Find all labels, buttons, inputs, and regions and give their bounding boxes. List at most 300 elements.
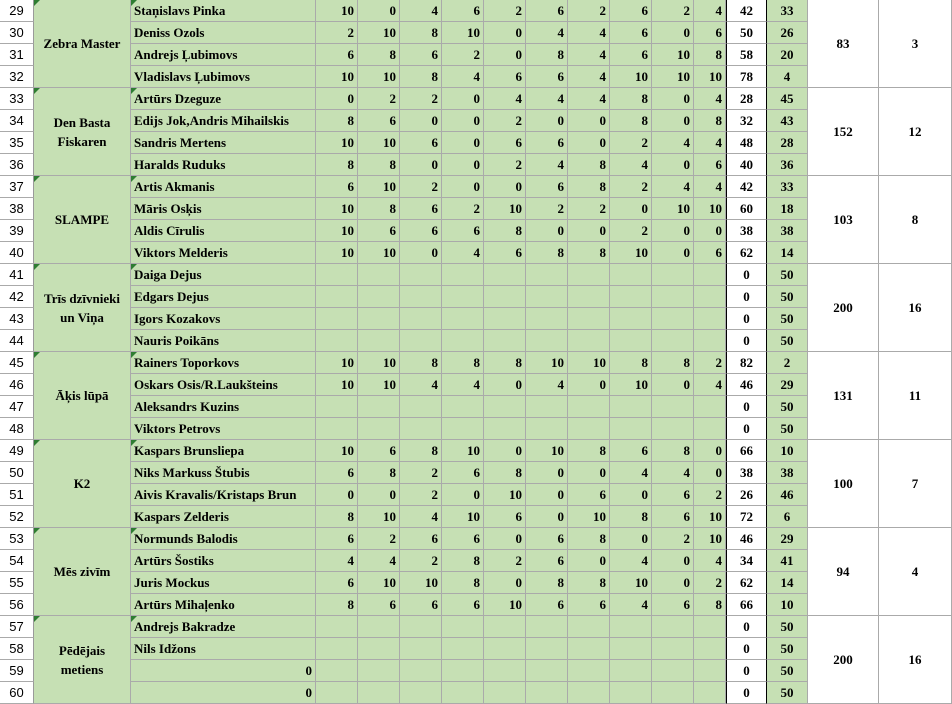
player-name-cell[interactable]: Juris Mockus [131, 572, 316, 594]
player-total-cell[interactable]: 46 [726, 374, 767, 396]
player-name-cell[interactable]: Oskars Osis/R.Laukšteins [131, 374, 316, 396]
player-name-cell[interactable]: Deniss Ozols [131, 22, 316, 44]
score-cell[interactable]: 8 [358, 154, 400, 176]
player-total-cell[interactable]: 72 [726, 506, 767, 528]
score-cell[interactable]: 4 [568, 22, 610, 44]
score-cell[interactable]: 0 [652, 550, 694, 572]
score-cell[interactable] [484, 638, 526, 660]
score-cell[interactable] [316, 418, 358, 440]
score-cell[interactable] [442, 616, 484, 638]
score-cell[interactable] [400, 286, 442, 308]
score-cell[interactable] [358, 286, 400, 308]
team-name-cell[interactable]: Zebra Master [34, 0, 131, 88]
score-cell[interactable]: 4 [316, 550, 358, 572]
score-cell[interactable]: 10 [484, 198, 526, 220]
score-cell[interactable]: 2 [694, 352, 726, 374]
score-cell[interactable]: 6 [358, 440, 400, 462]
score-cell[interactable] [442, 330, 484, 352]
score-cell[interactable]: 8 [400, 440, 442, 462]
score-cell[interactable] [484, 418, 526, 440]
score-cell[interactable]: 10 [358, 132, 400, 154]
team-name-cell[interactable]: Den Basta Fiskaren [34, 88, 131, 176]
score-cell[interactable]: 10 [484, 484, 526, 506]
score-cell[interactable]: 4 [610, 550, 652, 572]
score-cell[interactable]: 0 [484, 176, 526, 198]
player-place-cell[interactable]: 6 [767, 506, 808, 528]
player-name-cell[interactable]: Aldis Cīrulis [131, 220, 316, 242]
score-cell[interactable]: 4 [568, 66, 610, 88]
score-cell[interactable]: 10 [652, 66, 694, 88]
score-cell[interactable]: 6 [400, 594, 442, 616]
score-cell[interactable] [358, 418, 400, 440]
score-cell[interactable]: 2 [484, 154, 526, 176]
player-place-cell[interactable]: 36 [767, 154, 808, 176]
score-cell[interactable] [694, 616, 726, 638]
row-header[interactable]: 57 [0, 616, 34, 638]
score-cell[interactable]: 10 [610, 572, 652, 594]
player-name-cell[interactable]: Māris Osķis [131, 198, 316, 220]
score-cell[interactable]: 0 [484, 374, 526, 396]
player-name-cell[interactable]: Artūrs Mihaļenko [131, 594, 316, 616]
row-header[interactable]: 29 [0, 0, 34, 22]
score-cell[interactable] [610, 396, 652, 418]
score-cell[interactable] [400, 638, 442, 660]
score-cell[interactable]: 6 [610, 0, 652, 22]
score-cell[interactable]: 10 [316, 132, 358, 154]
score-cell[interactable]: 0 [568, 132, 610, 154]
score-cell[interactable] [526, 660, 568, 682]
score-cell[interactable]: 0 [568, 550, 610, 572]
player-total-cell[interactable]: 66 [726, 594, 767, 616]
score-cell[interactable] [484, 286, 526, 308]
score-cell[interactable] [400, 396, 442, 418]
score-cell[interactable]: 10 [652, 198, 694, 220]
score-cell[interactable] [694, 308, 726, 330]
score-cell[interactable]: 6 [610, 22, 652, 44]
player-total-cell[interactable]: 48 [726, 132, 767, 154]
score-cell[interactable] [442, 286, 484, 308]
player-place-cell[interactable]: 10 [767, 440, 808, 462]
score-cell[interactable]: 8 [652, 352, 694, 374]
score-cell[interactable]: 10 [484, 594, 526, 616]
score-cell[interactable]: 8 [610, 506, 652, 528]
score-cell[interactable]: 6 [694, 242, 726, 264]
score-cell[interactable] [568, 264, 610, 286]
score-cell[interactable] [442, 418, 484, 440]
player-place-cell[interactable]: 50 [767, 308, 808, 330]
score-cell[interactable] [652, 418, 694, 440]
team-rank-cell[interactable]: 4 [879, 528, 952, 616]
score-cell[interactable]: 6 [400, 198, 442, 220]
team-name-cell[interactable]: Pēdējais metiens [34, 616, 131, 704]
score-cell[interactable] [400, 418, 442, 440]
player-total-cell[interactable]: 42 [726, 0, 767, 22]
score-cell[interactable] [316, 286, 358, 308]
score-cell[interactable] [568, 286, 610, 308]
score-cell[interactable]: 0 [442, 176, 484, 198]
player-name-cell[interactable]: Viktors Melderis [131, 242, 316, 264]
score-cell[interactable]: 10 [694, 506, 726, 528]
score-cell[interactable]: 8 [568, 572, 610, 594]
row-header[interactable]: 46 [0, 374, 34, 396]
score-cell[interactable] [652, 616, 694, 638]
score-cell[interactable]: 8 [400, 22, 442, 44]
player-name-cell[interactable]: Edgars Dejus [131, 286, 316, 308]
score-cell[interactable]: 8 [316, 594, 358, 616]
score-cell[interactable]: 4 [358, 550, 400, 572]
player-name-cell[interactable]: Vladislavs Ļubimovs [131, 66, 316, 88]
score-cell[interactable] [316, 682, 358, 704]
score-cell[interactable]: 4 [694, 176, 726, 198]
player-place-cell[interactable]: 33 [767, 176, 808, 198]
score-cell[interactable] [694, 418, 726, 440]
score-cell[interactable]: 4 [610, 594, 652, 616]
score-cell[interactable]: 2 [358, 88, 400, 110]
team-rank-cell[interactable]: 16 [879, 264, 952, 352]
score-cell[interactable] [400, 616, 442, 638]
player-total-cell[interactable]: 0 [726, 286, 767, 308]
player-place-cell[interactable]: 50 [767, 682, 808, 704]
score-cell[interactable]: 2 [526, 198, 568, 220]
score-cell[interactable]: 0 [316, 484, 358, 506]
row-header[interactable]: 44 [0, 330, 34, 352]
row-header[interactable]: 48 [0, 418, 34, 440]
score-cell[interactable]: 0 [316, 88, 358, 110]
score-cell[interactable] [652, 396, 694, 418]
score-cell[interactable]: 6 [400, 44, 442, 66]
score-cell[interactable]: 0 [694, 440, 726, 462]
score-cell[interactable]: 0 [484, 572, 526, 594]
score-cell[interactable]: 6 [610, 440, 652, 462]
score-cell[interactable]: 6 [652, 594, 694, 616]
player-name-cell[interactable]: Igors Kozakovs [131, 308, 316, 330]
score-cell[interactable]: 0 [526, 484, 568, 506]
score-cell[interactable]: 2 [400, 550, 442, 572]
score-cell[interactable]: 0 [652, 88, 694, 110]
row-header[interactable]: 30 [0, 22, 34, 44]
row-header[interactable]: 32 [0, 66, 34, 88]
score-cell[interactable] [568, 330, 610, 352]
score-cell[interactable]: 10 [316, 220, 358, 242]
player-total-cell[interactable]: 34 [726, 550, 767, 572]
score-cell[interactable]: 2 [442, 198, 484, 220]
player-name-cell[interactable]: Rainers Toporkovs [131, 352, 316, 374]
score-cell[interactable]: 6 [484, 242, 526, 264]
score-cell[interactable] [358, 264, 400, 286]
score-cell[interactable]: 0 [484, 44, 526, 66]
score-cell[interactable] [358, 660, 400, 682]
team-name-cell[interactable]: Mēs zivīm [34, 528, 131, 616]
score-cell[interactable] [694, 682, 726, 704]
score-cell[interactable]: 6 [358, 220, 400, 242]
row-header[interactable]: 41 [0, 264, 34, 286]
team-name-cell[interactable]: Āķis lūpā [34, 352, 131, 440]
score-cell[interactable]: 10 [610, 66, 652, 88]
player-total-cell[interactable]: 0 [726, 418, 767, 440]
score-cell[interactable] [652, 638, 694, 660]
player-name-cell[interactable]: Kaspars Zelderis [131, 506, 316, 528]
score-cell[interactable]: 4 [694, 132, 726, 154]
team-name-cell[interactable]: K2 [34, 440, 131, 528]
score-cell[interactable]: 0 [652, 220, 694, 242]
score-cell[interactable] [694, 286, 726, 308]
score-cell[interactable]: 0 [400, 154, 442, 176]
score-cell[interactable]: 8 [526, 242, 568, 264]
score-cell[interactable] [652, 286, 694, 308]
player-total-cell[interactable]: 0 [726, 616, 767, 638]
player-total-cell[interactable]: 32 [726, 110, 767, 132]
score-cell[interactable]: 10 [694, 66, 726, 88]
player-place-cell[interactable]: 50 [767, 330, 808, 352]
player-total-cell[interactable]: 78 [726, 66, 767, 88]
player-place-cell[interactable]: 4 [767, 66, 808, 88]
score-cell[interactable]: 4 [442, 66, 484, 88]
score-cell[interactable] [652, 308, 694, 330]
score-cell[interactable]: 4 [694, 0, 726, 22]
score-cell[interactable]: 10 [316, 0, 358, 22]
player-place-cell[interactable]: 2 [767, 352, 808, 374]
player-name-cell[interactable]: Aivis Kravalis/Kristaps Brun [131, 484, 316, 506]
player-place-cell[interactable]: 38 [767, 220, 808, 242]
score-cell[interactable]: 8 [484, 220, 526, 242]
score-cell[interactable]: 0 [568, 110, 610, 132]
score-cell[interactable]: 4 [526, 154, 568, 176]
player-place-cell[interactable]: 50 [767, 396, 808, 418]
score-cell[interactable]: 2 [484, 110, 526, 132]
score-cell[interactable]: 0 [442, 110, 484, 132]
team-name-cell[interactable]: SLAMPE [34, 176, 131, 264]
score-cell[interactable]: 6 [400, 528, 442, 550]
score-cell[interactable] [526, 396, 568, 418]
player-name-cell[interactable]: Normunds Balodis [131, 528, 316, 550]
row-header[interactable]: 37 [0, 176, 34, 198]
row-header[interactable]: 39 [0, 220, 34, 242]
score-cell[interactable]: 6 [400, 132, 442, 154]
score-cell[interactable]: 8 [316, 154, 358, 176]
score-cell[interactable]: 0 [568, 374, 610, 396]
score-cell[interactable]: 10 [526, 352, 568, 374]
score-cell[interactable]: 2 [316, 22, 358, 44]
score-cell[interactable]: 10 [358, 506, 400, 528]
row-header[interactable]: 53 [0, 528, 34, 550]
score-cell[interactable] [610, 330, 652, 352]
score-cell[interactable]: 6 [526, 550, 568, 572]
score-cell[interactable]: 10 [358, 572, 400, 594]
player-place-cell[interactable]: 20 [767, 44, 808, 66]
score-cell[interactable]: 4 [652, 132, 694, 154]
player-place-cell[interactable]: 50 [767, 264, 808, 286]
score-cell[interactable] [442, 682, 484, 704]
score-cell[interactable]: 4 [484, 88, 526, 110]
player-name-cell[interactable]: Staņislavs Pinka [131, 0, 316, 22]
player-place-cell[interactable]: 14 [767, 572, 808, 594]
score-cell[interactable]: 0 [610, 528, 652, 550]
player-total-cell[interactable]: 0 [726, 330, 767, 352]
score-cell[interactable]: 6 [526, 594, 568, 616]
score-cell[interactable]: 2 [400, 462, 442, 484]
player-name-cell[interactable]: 0 [131, 660, 316, 682]
player-place-cell[interactable]: 29 [767, 374, 808, 396]
score-cell[interactable]: 0 [526, 462, 568, 484]
score-cell[interactable]: 0 [610, 484, 652, 506]
score-cell[interactable]: 6 [694, 22, 726, 44]
player-total-cell[interactable]: 62 [726, 242, 767, 264]
player-name-cell[interactable]: Nils Idžons [131, 638, 316, 660]
score-cell[interactable]: 10 [358, 374, 400, 396]
score-cell[interactable]: 4 [526, 88, 568, 110]
score-cell[interactable]: 2 [694, 572, 726, 594]
score-cell[interactable]: 2 [652, 528, 694, 550]
score-cell[interactable] [358, 330, 400, 352]
score-cell[interactable]: 6 [568, 484, 610, 506]
score-cell[interactable] [316, 330, 358, 352]
player-place-cell[interactable]: 50 [767, 660, 808, 682]
score-cell[interactable]: 6 [442, 220, 484, 242]
score-cell[interactable] [652, 660, 694, 682]
player-name-cell[interactable]: Viktors Petrovs [131, 418, 316, 440]
row-header[interactable]: 34 [0, 110, 34, 132]
team-total-cell[interactable]: 131 [808, 352, 879, 440]
score-cell[interactable]: 8 [358, 44, 400, 66]
team-rank-cell[interactable]: 8 [879, 176, 952, 264]
score-cell[interactable]: 6 [442, 528, 484, 550]
score-cell[interactable]: 6 [442, 0, 484, 22]
score-cell[interactable]: 0 [526, 220, 568, 242]
score-cell[interactable]: 10 [442, 440, 484, 462]
player-total-cell[interactable]: 38 [726, 220, 767, 242]
row-header[interactable]: 42 [0, 286, 34, 308]
team-total-cell[interactable]: 100 [808, 440, 879, 528]
score-cell[interactable]: 6 [316, 44, 358, 66]
score-cell[interactable] [568, 660, 610, 682]
row-header[interactable]: 51 [0, 484, 34, 506]
score-cell[interactable]: 0 [358, 0, 400, 22]
score-cell[interactable]: 0 [568, 462, 610, 484]
score-cell[interactable]: 6 [694, 154, 726, 176]
score-cell[interactable] [526, 616, 568, 638]
player-place-cell[interactable]: 18 [767, 198, 808, 220]
score-cell[interactable]: 8 [484, 352, 526, 374]
score-cell[interactable]: 0 [652, 374, 694, 396]
score-cell[interactable]: 8 [652, 440, 694, 462]
score-cell[interactable] [526, 264, 568, 286]
score-cell[interactable]: 8 [568, 528, 610, 550]
score-cell[interactable]: 8 [316, 110, 358, 132]
score-cell[interactable]: 8 [358, 198, 400, 220]
row-header[interactable]: 59 [0, 660, 34, 682]
score-cell[interactable]: 8 [526, 44, 568, 66]
score-cell[interactable]: 6 [316, 528, 358, 550]
team-rank-cell[interactable]: 12 [879, 88, 952, 176]
score-cell[interactable] [568, 418, 610, 440]
score-cell[interactable]: 0 [526, 110, 568, 132]
score-cell[interactable] [610, 264, 652, 286]
player-total-cell[interactable]: 26 [726, 484, 767, 506]
score-cell[interactable]: 0 [484, 22, 526, 44]
row-header[interactable]: 40 [0, 242, 34, 264]
score-cell[interactable]: 8 [694, 594, 726, 616]
score-cell[interactable] [568, 638, 610, 660]
score-cell[interactable] [316, 396, 358, 418]
score-cell[interactable]: 8 [484, 462, 526, 484]
score-cell[interactable] [568, 396, 610, 418]
score-cell[interactable]: 0 [652, 110, 694, 132]
score-cell[interactable]: 4 [652, 176, 694, 198]
score-cell[interactable]: 6 [484, 66, 526, 88]
score-cell[interactable] [610, 660, 652, 682]
player-total-cell[interactable]: 82 [726, 352, 767, 374]
score-cell[interactable]: 10 [526, 440, 568, 462]
score-cell[interactable] [442, 308, 484, 330]
player-total-cell[interactable]: 60 [726, 198, 767, 220]
score-cell[interactable] [568, 308, 610, 330]
score-cell[interactable]: 6 [316, 176, 358, 198]
player-name-cell[interactable]: Aleksandrs Kuzins [131, 396, 316, 418]
score-cell[interactable]: 0 [652, 242, 694, 264]
score-cell[interactable] [526, 638, 568, 660]
player-name-cell[interactable]: Andrejs Bakradze [131, 616, 316, 638]
score-cell[interactable]: 10 [610, 242, 652, 264]
score-cell[interactable] [400, 264, 442, 286]
score-cell[interactable]: 8 [316, 506, 358, 528]
team-rank-cell[interactable]: 11 [879, 352, 952, 440]
score-cell[interactable] [442, 638, 484, 660]
score-cell[interactable] [652, 330, 694, 352]
score-cell[interactable]: 2 [484, 550, 526, 572]
player-place-cell[interactable]: 33 [767, 0, 808, 22]
score-cell[interactable]: 4 [610, 154, 652, 176]
row-header[interactable]: 55 [0, 572, 34, 594]
score-cell[interactable] [484, 308, 526, 330]
score-cell[interactable] [484, 660, 526, 682]
score-cell[interactable]: 6 [442, 594, 484, 616]
player-total-cell[interactable]: 0 [726, 308, 767, 330]
score-cell[interactable]: 6 [526, 66, 568, 88]
row-header[interactable]: 52 [0, 506, 34, 528]
player-name-cell[interactable]: Kaspars Brunsliepa [131, 440, 316, 462]
score-cell[interactable]: 6 [526, 0, 568, 22]
score-cell[interactable]: 6 [652, 506, 694, 528]
score-cell[interactable] [484, 264, 526, 286]
score-cell[interactable]: 10 [358, 66, 400, 88]
player-place-cell[interactable]: 14 [767, 242, 808, 264]
score-cell[interactable]: 6 [442, 462, 484, 484]
score-cell[interactable]: 0 [442, 132, 484, 154]
row-header[interactable]: 49 [0, 440, 34, 462]
score-cell[interactable]: 10 [316, 440, 358, 462]
score-cell[interactable]: 8 [610, 110, 652, 132]
score-cell[interactable]: 4 [610, 462, 652, 484]
score-cell[interactable]: 4 [526, 374, 568, 396]
score-cell[interactable] [484, 616, 526, 638]
team-total-cell[interactable]: 200 [808, 616, 879, 704]
score-cell[interactable]: 2 [568, 0, 610, 22]
score-cell[interactable] [316, 616, 358, 638]
player-name-cell[interactable]: 0 [131, 682, 316, 704]
score-cell[interactable]: 2 [400, 176, 442, 198]
score-cell[interactable]: 4 [400, 506, 442, 528]
score-cell[interactable]: 8 [400, 352, 442, 374]
score-cell[interactable] [610, 682, 652, 704]
score-cell[interactable] [694, 396, 726, 418]
score-cell[interactable]: 0 [484, 440, 526, 462]
score-cell[interactable] [400, 682, 442, 704]
player-place-cell[interactable]: 45 [767, 88, 808, 110]
score-cell[interactable] [526, 682, 568, 704]
score-cell[interactable]: 6 [652, 484, 694, 506]
score-cell[interactable]: 10 [316, 352, 358, 374]
player-place-cell[interactable]: 50 [767, 616, 808, 638]
